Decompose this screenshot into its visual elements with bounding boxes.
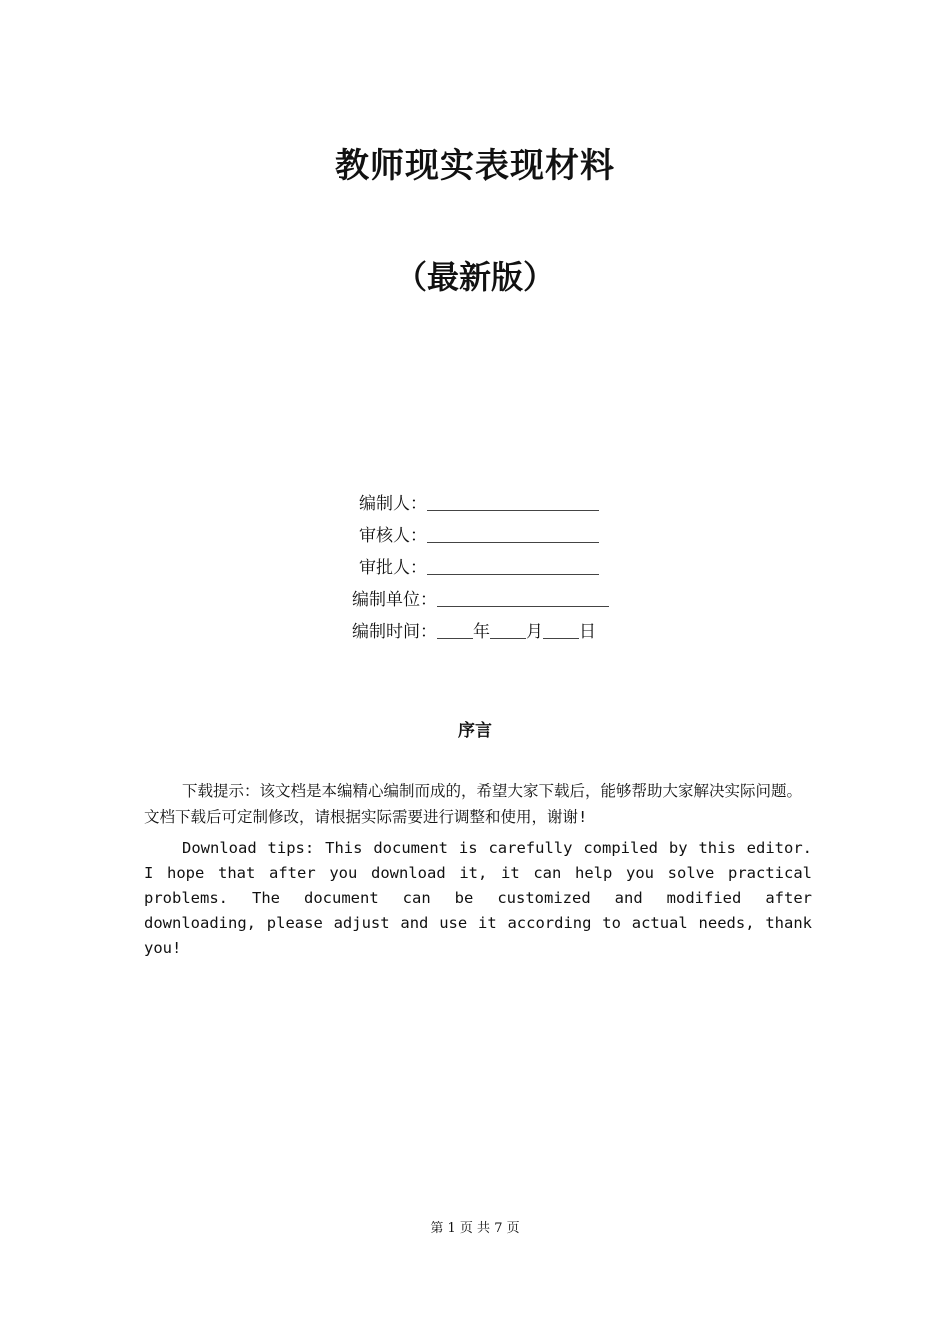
document-subtitle: （最新版） [394, 258, 555, 296]
field-label: 编制单位： [352, 590, 437, 610]
preface-english-paragraph: Download tips: This document is carefully compiled by this editor. I hope that after you download it, it can help you solve practical problems. The document can be customized and modified after downloading, please adjust and use it according to actual needs, thank you! [144, 839, 812, 957]
month-label: 月 [526, 622, 543, 642]
field-label: 编制时间： [352, 622, 437, 642]
field-unit [336, 584, 609, 616]
blank-line [427, 522, 599, 543]
field-label: 编制人： [359, 494, 427, 514]
signature-fields [336, 488, 609, 648]
year-blank [437, 618, 473, 639]
blank-line [427, 554, 599, 575]
day-label: 日 [579, 622, 596, 642]
document-title: 教师现实表现材料 [335, 146, 615, 186]
page-footer: 第 1 页 共 7 页 [430, 1221, 520, 1236]
year-label: 年 [473, 622, 490, 642]
field-date [336, 616, 609, 648]
field-label: 审核人： [359, 526, 427, 546]
field-compiler [336, 488, 609, 520]
field-reviewer [336, 520, 609, 552]
field-label: 审批人： [359, 558, 427, 578]
blank-line [427, 490, 599, 511]
preface-chinese-paragraph: 下载提示：该文档是本编精心编制而成的，希望大家下载后，能够帮助大家解决实际问题。文档下载后可定制修改，请根据实际需要进行调整和使用，谢谢! [144, 782, 803, 826]
blank-line [437, 586, 609, 607]
field-approver [336, 552, 609, 584]
day-blank [543, 618, 579, 639]
preface-heading: 序言 [458, 721, 492, 741]
month-blank [490, 618, 526, 639]
